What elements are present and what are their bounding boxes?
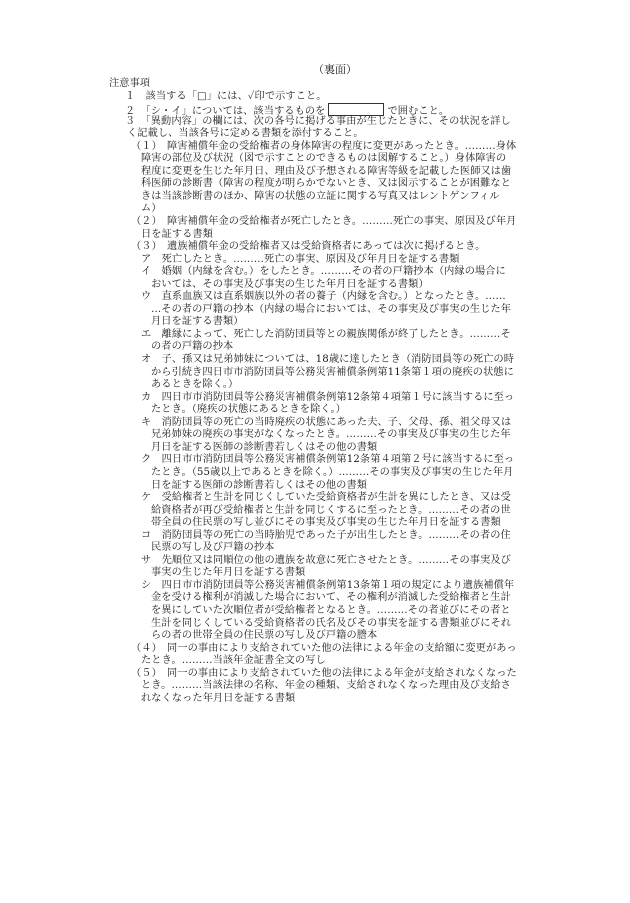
box-sample <box>328 103 384 116</box>
note-line: 金を受ける権利が消滅した場合において、その権利が消滅した受給権者と生計 <box>151 592 511 604</box>
notes-heading: 注意事項 <box>109 78 151 89</box>
note-line: たとき。（55歳以上であるときを除く。）………その事実及び事実の生じた年月 <box>151 466 514 478</box>
note-line: ク 四日市市消防団員等公務災害補償条例第12条第４項第２号に該当するに至っ <box>141 454 515 466</box>
note-line: シ 四日市市消防団員等公務災害補償条例第13条第１項の規定により遺族補償年 <box>141 579 515 591</box>
note-line: （４） 同一の事由により支給されていた他の法律による年金の支給額に変更があっ <box>131 642 517 654</box>
note-line: ア 死亡したとき。………死亡の事実、原因及び年月日を証する書類 <box>141 253 460 265</box>
note-line: の者の戸籍の抄本 <box>151 341 234 353</box>
note-line: 民票の写し及び戸籍の抄本 <box>151 542 275 554</box>
note-line: １ 該当する「□」には、✓印で示すこと。 <box>125 90 327 102</box>
note-line: （２） 障害補償年金の受給権者が死亡したとき。………死亡の事実、原因及び年月 <box>131 216 517 228</box>
note-line: おいては、その事実及び事実の生じた年月日を証する書類） <box>151 278 429 290</box>
note-2 <box>109 103 529 116</box>
note-line: 事実の生じた年月日を証する書類 <box>151 567 306 579</box>
note-line: オ 子、孫又は兄弟姉妹については、18歳に達したとき（消防団員等の死亡の時 <box>141 354 515 366</box>
note-line: とき。………当該法律の名称、年金の種類、支給されなくなった理由及び支給さ <box>141 680 511 692</box>
note-line: 日を証する書類 <box>141 228 214 240</box>
note-line: から引続き四日市市消防団員等公務災害補償条例第11条第１項の廃疾の状態に <box>151 366 514 378</box>
note-line: 給資格者が再び受給権者と生計を同じくするに至ったとき。………その者の世 <box>151 504 511 516</box>
note-line: ３ 「異動内容」の欄には、次の各号に掲げる事由が生じたときに、その状況を詳し <box>125 115 511 127</box>
note-line: きは当該診断書のほか、障害の状態の立証に関する写真又はレントゲンフィル <box>141 190 500 202</box>
note-line: れなくなった年月日を証する書類 <box>141 692 296 704</box>
note-line: 生計を同じくしている受給資格者の氏名及びその事実を証する書類並びにそれ <box>151 617 512 629</box>
note-line: 帯全員の住民票の写し並びにその事実及び事実の生じた年月日を証する書類 <box>151 517 501 529</box>
page-title: （裏面） <box>313 63 357 76</box>
note-line: く記載し、当該各号に定める書類を添付すること。 <box>127 128 364 140</box>
note-line: キ 消防団員等の死亡の当時廃疾の状態にあった夫、子、父母、孫、祖父母又は <box>141 416 512 428</box>
note-line: あるときを除く。） <box>151 379 239 391</box>
note-line: 障害の部位及び状況（図で示すことのできるものは図解すること。）身体障害の <box>141 153 507 165</box>
note-line: を異にしていた次順位者が受給権者となるとき。………その者並びにその者と <box>151 604 511 616</box>
note-line: たとき。（廃疾の状態にあるときを除く。） <box>151 404 346 416</box>
note-line: 日を証する医師の診断書若しくはその他の書類 <box>151 479 368 491</box>
note-line: 月日を証する書類） <box>151 316 244 328</box>
note-line: 科医師の診断書（障害の程度が明らかでないとき、又は図示することが困難なと <box>141 178 511 190</box>
note-line: （５） 同一の事由により支給されていた他の法律による年金が支給されなくなった <box>131 667 517 679</box>
note-line: カ 四日市市消防団員等公務災害補償条例第12条第４項第１号に該当するに至っ <box>141 391 515 403</box>
note-line: イ 婚姻（内縁を含む。）をしたとき。………その者の戸籍抄本（内縁の場合に <box>141 266 506 278</box>
note-2-text-before: ２ 「シ・イ」については、該当するものを <box>125 106 326 118</box>
note-line: らの者の世帯全員の住民票の写し及び戸籍の謄本 <box>151 630 378 642</box>
note-2-text-after: で囲むこと。 <box>387 106 450 118</box>
note-line: コ 消防団員等の死亡の当時胎児であった子が出生したとき。………その者の住 <box>141 529 511 541</box>
note-line: サ 先順位又は同順位の他の遺族を故意に死亡させたとき。………その事実及び <box>141 554 511 566</box>
note-line: エ 離縁によって、死亡した消防団員等との親族関係が終了したとき。………そ <box>141 328 511 340</box>
note-line: たとき。………当該年金証書全文の写し <box>141 655 326 667</box>
note-line: （１） 障害補償年金の受給権者の身体障害の程度に変更があったとき。………身体 <box>131 140 517 152</box>
note-line: （３） 遺族補償年金の受給権者又は受給資格者にあっては次に掲げるとき。 <box>131 241 486 253</box>
note-line: ム） <box>141 203 162 215</box>
note-line: 程度に変更を生じた年月日、理由及び予想される障害等級を記載した医師又は歯 <box>141 165 512 177</box>
notes-body <box>109 78 529 705</box>
note-line: …その者の戸籍の抄本（内縁の場合においては、その事実及び事実の生じた年 <box>151 303 512 315</box>
note-line: 月日を証する医師の診断書若しくはその他の書類 <box>151 441 378 453</box>
note-line: ウ 直系血族又は直系姻族以外の者の養子（内縁を含む。）となったとき。…… <box>141 291 506 303</box>
note-line: ケ 受給権者と生計を同じくしていた受給資格者が生計を異にしたとき、又は受 <box>141 492 511 504</box>
note-line: 兄弟姉妹の廃疾の事実がなくなったとき。………その事実及び事実の生じた年 <box>151 429 511 441</box>
